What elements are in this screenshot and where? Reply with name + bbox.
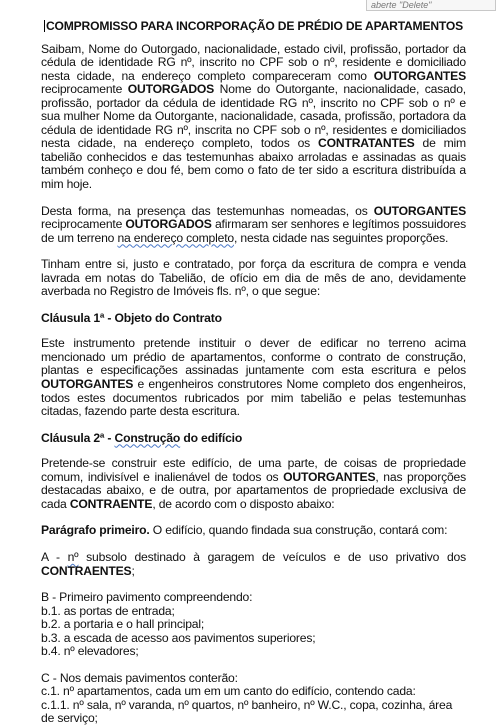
item-a: A - nº subsolo destinado à garagem de veículos e de uso privativo dos CONTRAENTES;	[41, 549, 466, 578]
list-item: b.2. a portaria e o hall principal;	[41, 617, 205, 632]
paragraph-first: Parágrafo primeiro. O edifício, quando findada sua construção, contará com:	[41, 523, 448, 538]
list-item: b.4. nº elevadores;	[41, 644, 139, 659]
clause-2-heading: Cláusula 2ª - Construção do edifício	[41, 430, 243, 445]
list-item: c.1.1. nº sala, nº varanda, nº quartos, nº banheiro, nº W.C., copa, cozinha, área de serviço;	[41, 697, 453, 726]
paragraph-object: Este instrumento pretende instituir o dever de edificar no terreno acima mencionado um prédio de apartamentos, conforme o contrato de construção, plantas e especificações assinadas juntamente com esta escritura e pelos OUTORGANTES e engenheiros construtores Nome completo dos engenheiros, todos estes documentos rubricados por mim tabelião e pelas testemunhas citadas, fazendo parte desta escritura.	[41, 336, 466, 419]
document-page[interactable]	[41, 16, 466, 726]
clause-1-heading: Cláusula 1ª - Objeto do Contrato	[41, 310, 222, 325]
list-item: b.1. as portas de entrada;	[41, 603, 175, 618]
top-bar	[0, 0, 500, 12]
paragraph-construction: Pretende-se construir este edifício, de uma parte, de coisas de propriedade comum, indivisível e inalienável de todos os OUTORGANTES, nas proporções destacadas abaixo, e de outra, por apartamentos de propriedade exclusiva de cada CONTRAENTE, de acordo com o disposto abaixo:	[41, 456, 466, 511]
list-b-heading: B - Primeiro pavimento compreendendo:	[41, 590, 253, 605]
spellcheck-mark: nº	[67, 549, 79, 564]
spellcheck-mark: na endereço completo	[117, 230, 234, 245]
delete-hint: aberte "Delete"	[366, 0, 496, 11]
paragraph-witnesses: Desta forma, na presença das testemunhas nomeadas, os OUTORGANTES reciprocamente OUTORGADOS afirmaram ser senhores e legítimos possuidores de um terreno na endereço completo, nesta cidade nas seguintes proporções.	[41, 203, 466, 245]
list-item: c.1. nº apartamentos, cada um em um canto do edifício, contendo cada:	[41, 684, 416, 699]
list-item: b.3. a escada de acesso aos pavimentos superiores;	[41, 630, 316, 645]
text-cursor	[44, 20, 45, 32]
list-b	[41, 591, 466, 659]
paragraph-agreement: Tinham entre si, justo e contratado, por força da escritura de compra e venda lavrada em notas do Tabelião, de ofício em dia de mês de ano, devidamente averbada no Registro de Imóveis fls. nº, o que segue:	[41, 257, 466, 299]
spellcheck-mark: Construção	[114, 430, 181, 445]
list-c	[41, 672, 466, 726]
document-title: COMPROMISSO PARA INCORPORAÇÃO DE PRÉDIO DE APARTAMENTOS	[46, 19, 463, 33]
list-c-heading: C - Nos demais pavimentos conterão:	[41, 670, 238, 685]
paragraph-parties: Saibam, Nome do Outorgado, nacionalidade, estado civil, profissão, portador da cédula de identidade RG nº, inscrito no CPF sob o nº, residente e domiciliado nesta cidade, na endereço completo compareceram como OUTORGANTES reciprocamente OUTORGADOS Nome do Outorgante, nacionalidade, casado, profissão, portador da cédula de identidade RG nº, inscrito no CPF sob o nº e sua mulher Nome da Outorgante, nacionalidade, casada, profissão, portadora da cédula de identidade RG nº, inscrita no CPF sob o nº, residentes e domiciliados nesta cidade, na endereço completo, todos os CONTRATANTES de mim tabelião conhecidos e das testemunhas abaixo arroladas e assinadas as quais também conheço e dou fé, bem como o fato de ter sido a escritura distribuída a mim hoje.	[41, 41, 466, 192]
